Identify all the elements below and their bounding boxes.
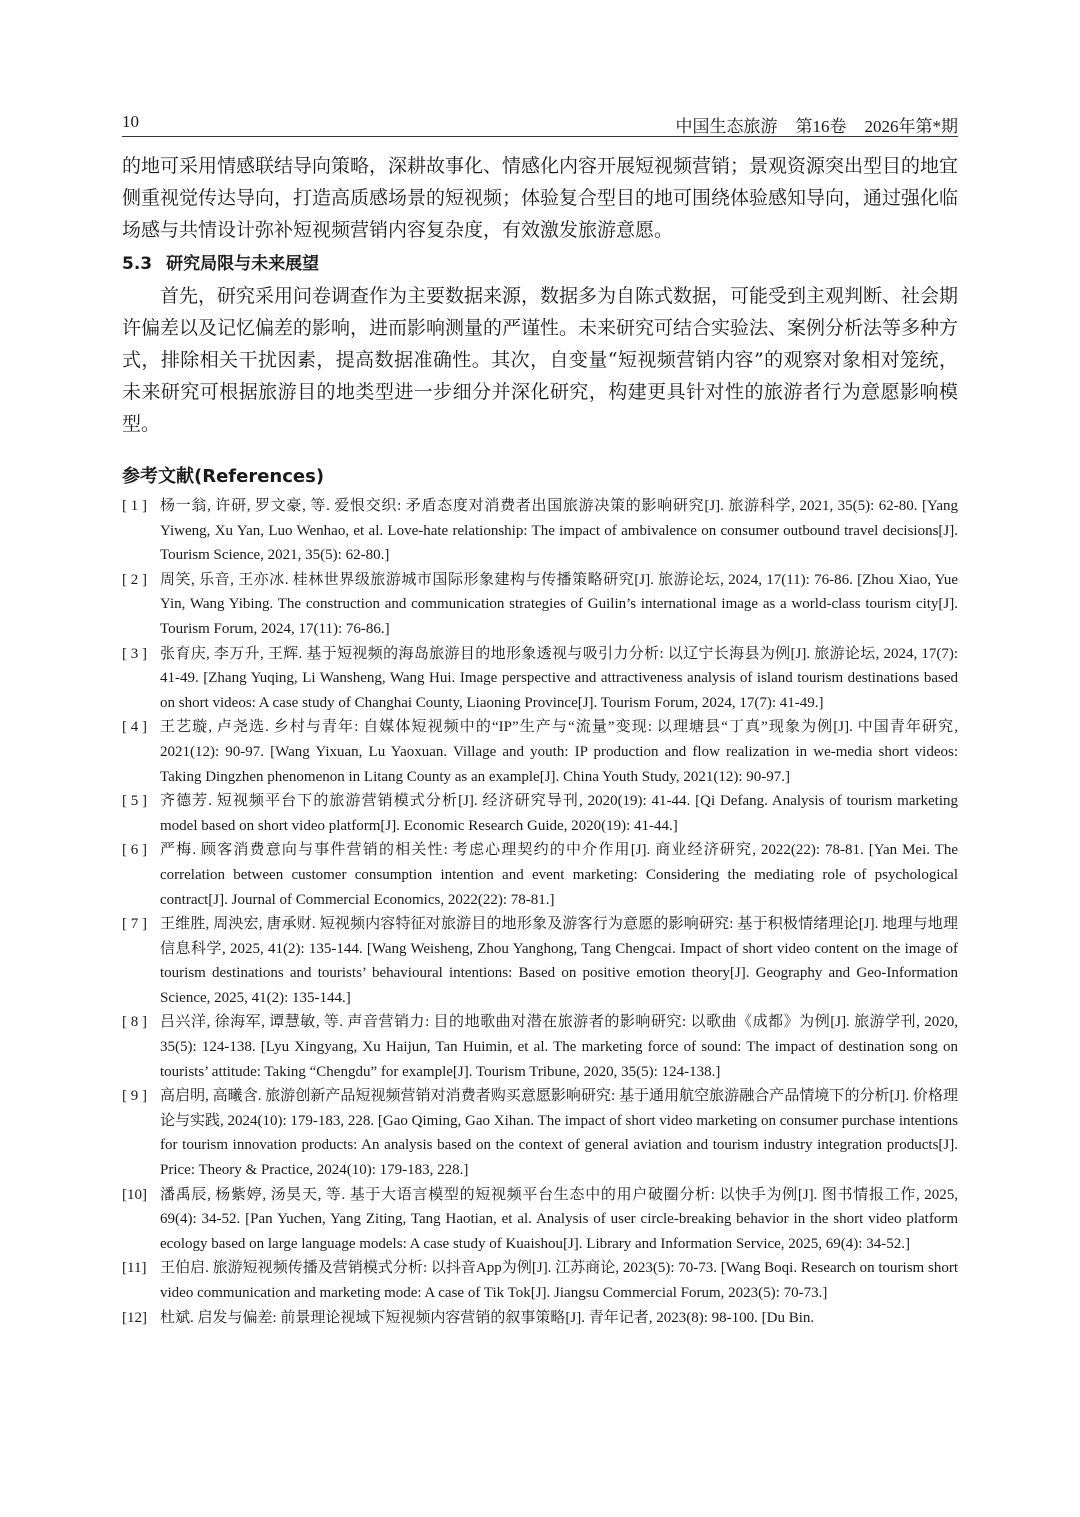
section-title: 研究局限与未来展望	[166, 254, 320, 274]
reference-item	[122, 1256, 958, 1305]
reference-number: [ 1 ]	[122, 498, 147, 514]
reference-item	[122, 1010, 958, 1084]
reference-number: [ 4 ]	[122, 719, 147, 736]
reference-item	[122, 494, 958, 568]
reference-text: 严梅. 顾客消费意向与事件营销的相关性: 考虑心理契约的中介作用[J]. 商业经济研究, 2022(22): 78-81. [Yan Mei. The correlation between customer consumption intention and event marketing: Considering the mediating role of psychological contract[J]. Journal of Commercial Economics, 2022(22): 78-81.]	[160, 842, 958, 908]
section-heading	[122, 248, 958, 280]
reference-item	[122, 568, 958, 642]
reference-text: 王艺璇, 卢尧选. 乡村与青年: 自媒体短视频中的“IP”生产与“流量”变现: 以理塘县“丁真”现象为例[J]. 中国青年研究, 2021(12): 90-97. [Wang Yixuan, Lu Yaoxuan. Village and youth: IP production and flow realization in we-media short videos: Taking Dingzhen phenomenon in Litang County as an example[J]. China Youth Study, 2021(12): 90-97.]	[160, 719, 958, 785]
reference-text: 王伯启. 旅游短视频传播及营销模式分析: 以抖音App为例[J]. 江苏商论, 2023(5): 70-73. [Wang Boqi. Research on tourism short video communication and marketing mode: A case of Tik Tok[J]. Jiangsu Commercial Forum, 2023(5): 70-73.]	[160, 1260, 958, 1301]
reference-text: 齐德芳. 短视频平台下的旅游营销模式分析[J]. 经济研究导刊, 2020(19): 41-44. [Qi Defang. Analysis of tourism marketing model based on short video platform[J]. Economic Research Guide, 2020(19): 41-44.]	[160, 793, 958, 834]
reference-text: 张育庆, 李万升, 王辉. 基于短视频的海岛旅游目的地形象透视与吸引力分析: 以辽宁长海县为例[J]. 旅游论坛, 2024, 17(7): 41-49. [Zhang Yuqing, Li Wansheng, Wang Hui. Image perspective and attractiveness analysis of island tourism destinations based on short videos: A case study of Changhai County, Liaoning Province[J]. Tourism Forum, 2024, 17(7): 41-49.]	[160, 645, 958, 711]
body-paragraph: 的地可采用情感联结导向策略，深耕故事化、情感化内容开展短视频营销；景观资源突出型目的地宜侧重视觉传达导向，打造高质感场景的短视频；体验复合型目的地可围绕体验感知导向，通过强化临场感与共情设计弥补短视频营销内容复杂度，有效激发旅游意愿。	[122, 155, 959, 241]
reference-number: [ 2 ]	[122, 571, 147, 588]
reference-text: 周笑, 乐音, 王亦冰. 桂林世界级旅游城市国际形象建构与传播策略研究[J]. 旅游论坛, 2024, 17(11): 76-86. [Zhou Xiao, Yue Yin, Wang Yibing. The construction and communication strategies of Guilin’s international image as a world-class tourism city[J]. Tourism Forum, 2024, 17(11): 76-86.]	[160, 571, 958, 637]
reference-text: 高启明, 高曦含. 旅游创新产品短视频营销对消费者购买意愿影响研究: 基于通用航空旅游融合产品情境下的分析[J]. 价格理论与实践, 2024(10): 179-183, 228. [Gao Qiming, Gao Xihan. The impact of short video marketing on consumer purchase intentions for tourism innovation products: An analysis based on the context of general aviation and tourism industry integration products[J]. Price: Theory & Practice, 2024(10): 179-183, 228.]	[160, 1088, 958, 1179]
reference-item	[122, 642, 958, 716]
reference-number: [11]	[122, 1260, 147, 1277]
running-header	[122, 108, 958, 137]
reference-number: [ 6 ]	[122, 842, 147, 859]
reference-number: [ 9 ]	[122, 1088, 147, 1105]
main-body	[122, 150, 958, 440]
reference-number: [ 3 ]	[122, 645, 147, 662]
reference-text: 杨一翁, 许研, 罗文豪, 等. 爱恨交织: 矛盾态度对消费者出国旅游决策的影响研究[J]. 旅游科学, 2021, 35(5): 62-80. [Yang Yiweng, Xu Yan, Luo Wenhao, et al. Love-hate relationship: The impact of ambivalence on consumer outbound travel decisions[J]. Tourism Science, 2021, 35(5): 62-80.]	[160, 498, 958, 564]
reference-number: [ 8 ]	[122, 1014, 147, 1031]
reference-number: [ 5 ]	[122, 793, 147, 810]
references-list	[122, 494, 958, 1330]
journal-info	[658, 112, 959, 137]
journal-issue: 2026年第*期	[864, 117, 958, 136]
reference-item	[122, 715, 958, 789]
references-title: 参考文献(References)	[122, 466, 325, 487]
page-number: 10	[122, 112, 139, 131]
reference-item	[122, 838, 958, 912]
reference-item	[122, 1183, 958, 1257]
reference-number: [10]	[122, 1186, 147, 1203]
body-paragraph: 首先，研究采用问卷调查作为主要数据来源，数据多为自陈式数据，可能受到主观判断、社会期许偏差以及记忆偏差的影响，进而影响测量的严谨性。未来研究可结合实验法、案例分析法等多种方式，排除相关干扰因素，提高数据准确性。其次，自变量“短视频营销内容”的观察对象相对笼统，未来研究可根据旅游目的地类型进一步细分并深化研究，构建更具针对性的旅游者行为意愿影响模型。	[122, 285, 959, 435]
reference-text: 潘禹辰, 杨紫婷, 汤昊天, 等. 基于大语言模型的短视频平台生态中的用户破圈分析: 以快手为例[J]. 图书情报工作, 2025, 69(4): 34-52. [Pan Yuchen, Yang Ziting, Tang Haotian, et al. Analysis of user circle-breaking behavior in the short video platform ecology based on large language models: A case study of Kuaishou[J]. Library and Information Service, 2025, 69(4): 34-52.]	[160, 1186, 958, 1252]
reference-item	[122, 789, 958, 838]
reference-text: 吕兴洋, 徐海军, 谭慧敏, 等. 声音营销力: 目的地歌曲对潜在旅游者的影响研究: 以歌曲《成都》为例[J]. 旅游学刊, 2020, 35(5): 124-138. [Lyu Xingyang, Xu Haijun, Tan Huimin, et al. The marketing force of sound: The impact of destination song on tourists’ attitude: Taking “Chengdu” for example[J]. Tourism Tribune, 2020, 35(5): 124-138.]	[160, 1014, 958, 1080]
reference-item	[122, 1084, 958, 1182]
reference-number: [12]	[122, 1309, 147, 1326]
journal-volume: 第16卷	[795, 117, 847, 136]
reference-number: [ 7 ]	[122, 916, 147, 933]
reference-text: 王维胜, 周泱宏, 唐承财. 短视频内容特征对旅游目的地形象及游客行为意愿的影响研究: 基于积极情绪理论[J]. 地理与地理信息科学, 2025, 41(2): 135-144. [Wang Weisheng, Zhou Yanghong, Tang Chengcai. Impact of short video content on the image of tourism destinations and tourists’ behavioural intentions: Based on positive emotion theory[J]. Geography and Geo-Information Science, 2025, 41(2): 135-144.]	[160, 916, 958, 1006]
reference-item	[122, 1306, 958, 1331]
journal-name: 中国生态旅游	[675, 117, 778, 136]
reference-text: 杜斌. 启发与偏差: 前景理论视域下短视频内容营销的叙事策略[J]. 青年记者, 2023(8): 98-100. [Du Bin.	[160, 1309, 815, 1326]
reference-item	[122, 912, 958, 1010]
section-number: 5.3	[122, 254, 153, 274]
